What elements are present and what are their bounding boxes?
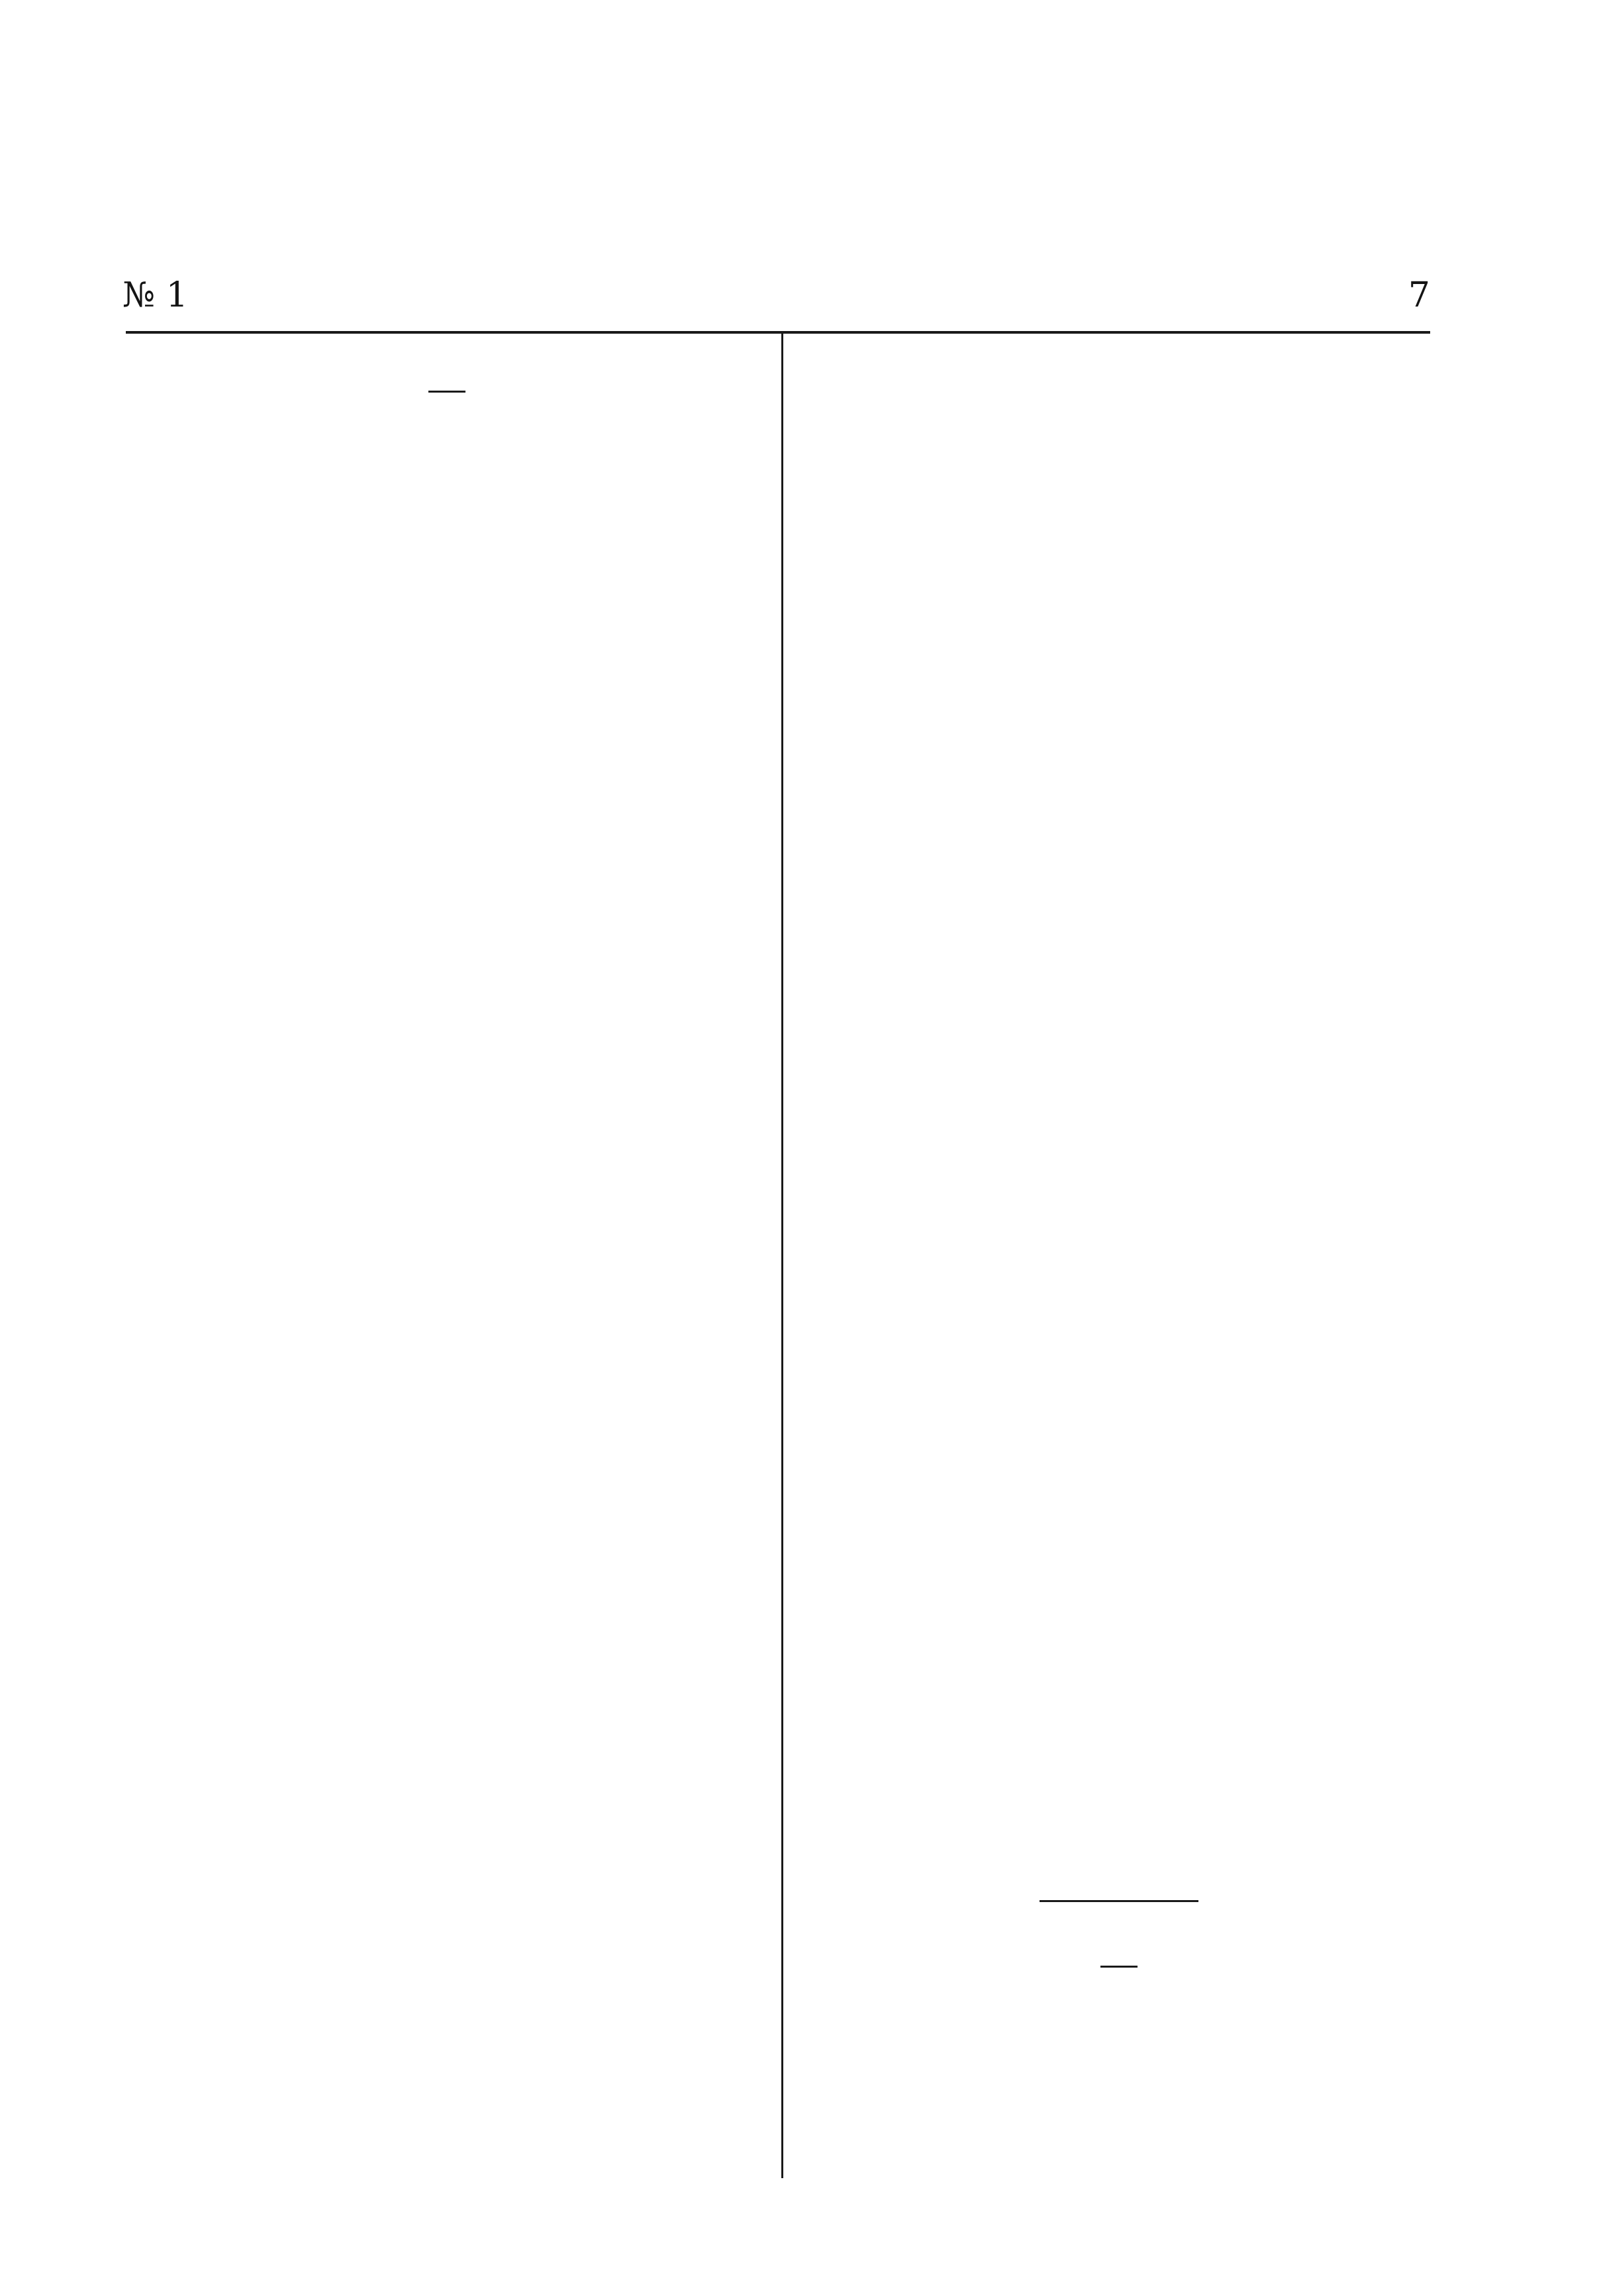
paragraph: [126, 1514, 768, 1699]
paragraph: [798, 781, 1440, 1000]
section-title: [798, 1919, 1440, 1959]
paragraph: [798, 1437, 1440, 1655]
column-divider: [781, 331, 783, 2178]
paragraph: [798, 2035, 1440, 2254]
date-line: [798, 1984, 1440, 2023]
page-number: 7: [1408, 275, 1430, 315]
right-column: [798, 344, 1440, 2254]
paragraph: [126, 773, 768, 958]
paragraph: [126, 587, 768, 773]
header-rule: [126, 331, 1430, 334]
section-divider: [1040, 1900, 1198, 1902]
paragraph: [126, 958, 768, 1143]
paragraph: [126, 1329, 768, 1514]
page-header: [122, 271, 1430, 318]
article-title: [126, 344, 768, 384]
paragraph: [126, 1143, 768, 1329]
section-title-rule: [1100, 1966, 1138, 1968]
issue-number: № 1: [122, 275, 188, 315]
paragraph: [798, 1218, 1440, 1437]
paragraph: [798, 344, 1440, 563]
paragraph: [798, 1655, 1440, 1874]
left-column: [126, 344, 768, 1885]
paragraph: [126, 1699, 768, 1885]
paragraph: [798, 563, 1440, 781]
title-rule: [428, 391, 465, 393]
paragraph: [798, 1000, 1440, 1218]
paragraph: [126, 402, 768, 587]
